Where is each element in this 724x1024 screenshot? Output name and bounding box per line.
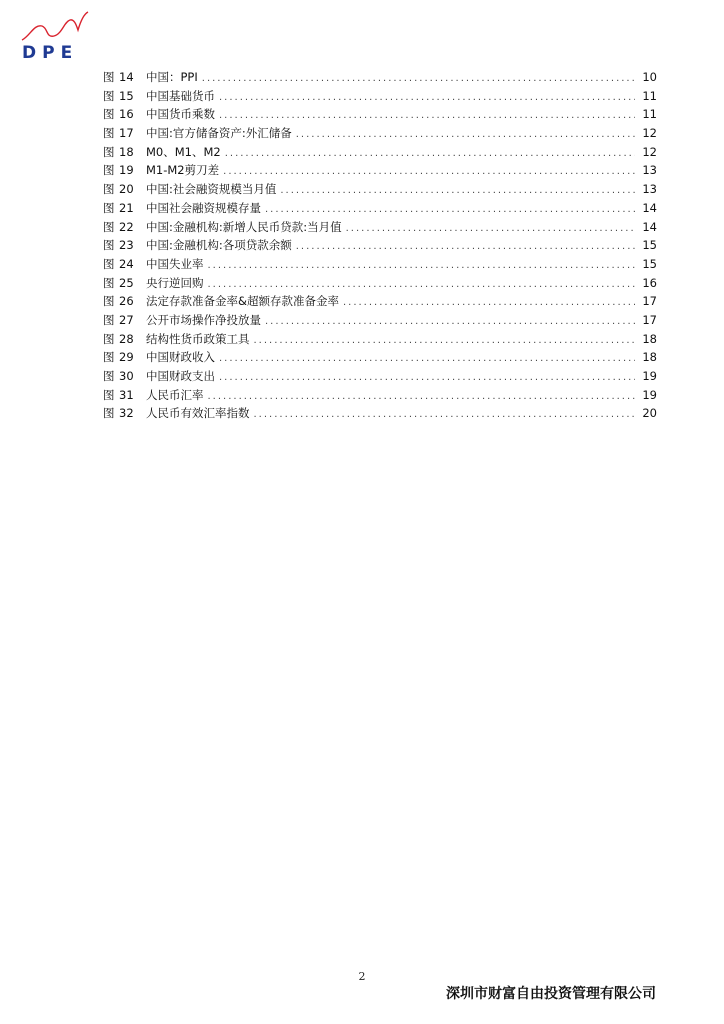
dot-leader <box>343 294 635 313</box>
figure-number: 29 <box>119 350 134 365</box>
toc-entry[interactable] <box>103 124 657 143</box>
page-reference: 13 <box>642 182 657 197</box>
figure-label: 图 <box>103 219 115 234</box>
figure-label: 图 <box>103 238 115 253</box>
dot-leader <box>219 369 635 388</box>
page-reference: 14 <box>642 200 657 215</box>
figure-index-list <box>103 68 657 423</box>
toc-entry[interactable] <box>103 180 657 199</box>
toc-entry[interactable] <box>103 161 657 180</box>
page-reference: 17 <box>642 294 657 309</box>
figure-number: 27 <box>119 312 134 327</box>
logo-swoosh-icon <box>20 10 90 44</box>
figure-number: 18 <box>119 144 134 159</box>
figure-label: 图 <box>103 312 115 327</box>
page-number: 2 <box>358 970 366 983</box>
toc-entry[interactable] <box>103 386 657 405</box>
dot-leader <box>280 182 635 201</box>
dpe-logo <box>20 10 90 62</box>
figure-title: 中国：PPI <box>146 70 198 84</box>
figure-label: 图 <box>103 331 115 346</box>
figure-title: 中国社会融资规模存量 <box>146 200 261 215</box>
figure-label: 图 <box>103 88 115 103</box>
toc-entry[interactable] <box>103 367 657 386</box>
dot-leader <box>225 145 635 164</box>
toc-entry[interactable] <box>103 404 657 423</box>
page-reference: 14 <box>642 219 657 234</box>
toc-entry[interactable] <box>103 292 657 311</box>
toc-entry[interactable] <box>103 330 657 349</box>
figure-label: 图 <box>103 387 115 402</box>
figure-title: 法定存款准备金率&超额存款准备金率 <box>146 294 339 309</box>
page-reference: 11 <box>642 88 657 103</box>
figure-label: 图 <box>103 144 115 159</box>
figure-number: 20 <box>119 182 134 197</box>
figure-title: 结构性货币政策工具 <box>146 331 250 346</box>
figure-title: 中国财政支出 <box>146 369 215 383</box>
dot-leader <box>219 350 635 369</box>
toc-entry[interactable] <box>103 199 657 218</box>
figure-label: 图 <box>103 163 115 178</box>
dot-leader <box>208 388 636 407</box>
dot-leader <box>254 332 636 351</box>
toc-entry[interactable] <box>103 255 657 274</box>
figure-number: 31 <box>119 387 134 402</box>
toc-entry[interactable] <box>103 274 657 293</box>
figure-title: 公开市场操作净投放量 <box>146 312 261 327</box>
page-reference: 17 <box>642 312 657 327</box>
figure-label: 图 <box>103 406 115 421</box>
figure-label: 图 <box>103 294 115 309</box>
figure-title: 人民币有效汇率指数 <box>146 406 250 421</box>
toc-entry[interactable] <box>103 87 657 106</box>
page-reference: 19 <box>642 387 657 402</box>
figure-title: 中国:金融机构:新增人民币贷款:当月值 <box>146 219 342 234</box>
dot-leader <box>296 238 635 257</box>
figure-number: 26 <box>119 294 134 309</box>
figure-title: 中国:社会融资规模当月值 <box>146 182 277 197</box>
page-reference: 12 <box>642 126 657 141</box>
figure-title: 中国基础货币 <box>146 88 215 103</box>
company-name: 深圳市财富自由投资管理有限公司 <box>446 986 656 1002</box>
figure-label: 图 <box>103 182 115 197</box>
figure-title: M0、M1、M2 <box>146 144 221 159</box>
toc-entry[interactable] <box>103 236 657 255</box>
page-reference: 13 <box>642 163 657 178</box>
page-reference: 20 <box>642 406 657 421</box>
figure-number: 17 <box>119 126 134 141</box>
figure-number: 15 <box>119 88 134 103</box>
dot-leader <box>265 313 635 332</box>
page-reference: 11 <box>642 107 657 122</box>
toc-entry[interactable] <box>103 218 657 237</box>
dot-leader <box>223 163 635 182</box>
figure-number: 19 <box>119 163 134 178</box>
figure-number: 14 <box>119 70 134 84</box>
toc-entry[interactable] <box>103 68 657 87</box>
figure-label: 图 <box>103 200 115 215</box>
figure-number: 21 <box>119 200 134 215</box>
figure-title: 中国货币乘数 <box>146 107 215 122</box>
figure-number: 24 <box>119 256 134 271</box>
figure-title: 中国失业率 <box>146 256 204 271</box>
figure-label: 图 <box>103 107 115 122</box>
page-reference: 15 <box>642 256 657 271</box>
figure-number: 30 <box>119 369 134 383</box>
toc-entry[interactable] <box>103 311 657 330</box>
dot-leader <box>254 406 636 425</box>
dot-leader <box>296 126 635 145</box>
figure-title: 人民币汇率 <box>146 387 204 402</box>
toc-entry[interactable] <box>103 143 657 162</box>
dot-leader <box>346 220 635 239</box>
page-reference: 12 <box>642 144 657 159</box>
page-reference: 15 <box>642 238 657 253</box>
dot-leader <box>219 89 635 108</box>
figure-label: 图 <box>103 70 115 84</box>
page-reference: 16 <box>642 275 657 290</box>
dot-leader <box>208 257 636 276</box>
figure-number: 22 <box>119 219 134 234</box>
figure-title: M1-M2剪刀差 <box>146 163 220 178</box>
toc-entry[interactable] <box>103 105 657 124</box>
figure-title: 中国:金融机构:各项贷款余额 <box>146 238 292 253</box>
figure-label: 图 <box>103 369 115 383</box>
page-reference: 18 <box>642 350 657 365</box>
toc-entry[interactable] <box>103 348 657 367</box>
figure-label: 图 <box>103 256 115 271</box>
figure-number: 28 <box>119 331 134 346</box>
figure-label: 图 <box>103 350 115 365</box>
page-reference: 18 <box>642 331 657 346</box>
page-reference: 19 <box>642 369 657 383</box>
logo-text: DPE <box>22 43 79 63</box>
figure-number: 32 <box>119 406 134 421</box>
figure-number: 16 <box>119 107 134 122</box>
figure-label: 图 <box>103 126 115 141</box>
figure-label: 图 <box>103 275 115 290</box>
figure-number: 23 <box>119 238 134 253</box>
page-reference: 10 <box>642 70 657 84</box>
figure-title: 央行逆回购 <box>146 275 204 290</box>
figure-title: 中国:官方储备资产:外汇储备 <box>146 126 292 141</box>
figure-number: 25 <box>119 275 134 290</box>
figure-title: 中国财政收入 <box>146 350 215 365</box>
dot-leader <box>202 70 635 89</box>
